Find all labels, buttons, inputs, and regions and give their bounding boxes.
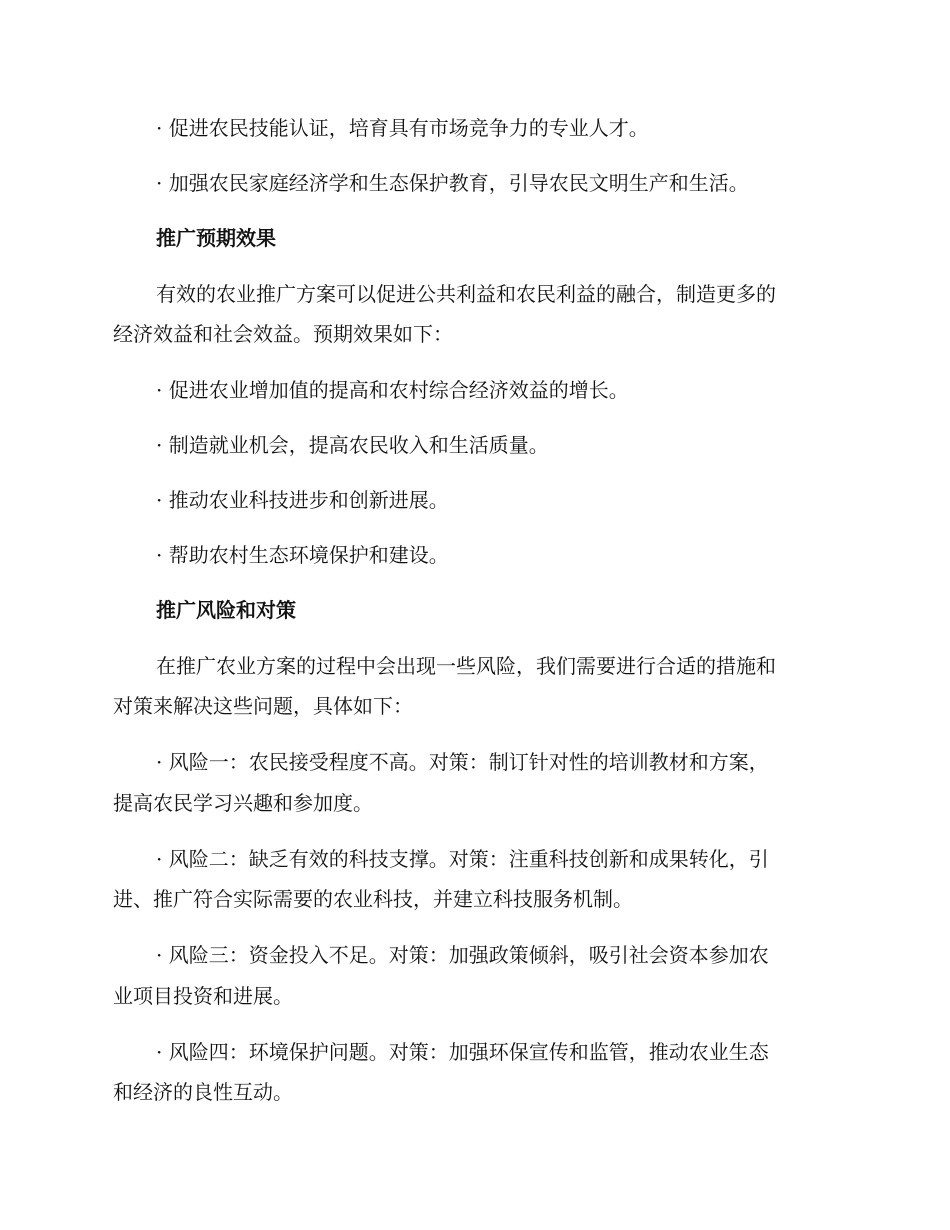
risk-three-line-1: · 风险三：资金投入不足。对策：加强政策倾斜，吸引社会资本参加农 (156, 943, 769, 967)
risk-two-line-1: · 风险二：缺乏有效的科技支撑。对策：注重科技创新和成果转化，引 (156, 847, 769, 871)
bullet-skill-certification: · 促进农民技能认证，培育具有市场竞争力的专业人才。 (156, 116, 649, 140)
bullet-family-economics-education: · 加强农民家庭经济学和生态保护教育，引导农民文明生产和生活。 (156, 171, 749, 195)
risk-three-line-2: 业项目投资和进展。 (113, 984, 293, 1008)
heading-risks-and-countermeasures: 推广风险和对策 (156, 598, 296, 622)
heading-expected-effects: 推广预期效果 (156, 226, 276, 250)
paragraph-risks-line-1: 在推广农业方案的过程中会出现一些风险，我们需要进行合适的措施和 (156, 654, 776, 678)
bullet-effect-value-added: · 促进农业增加值的提高和农村综合经济效益的增长。 (156, 378, 629, 402)
risk-one-line-1: · 风险一：农民接受程度不高。对策：制订针对性的培训教材和方案， (156, 750, 769, 774)
risk-two-line-2: 进、推广符合实际需要的农业科技，并建立科技服务机制。 (113, 887, 633, 911)
risk-one-line-2: 提高农民学习兴趣和参加度。 (113, 791, 373, 815)
risk-four-line-1: · 风险四：环境保护问题。对策：加强环保宣传和监管，推动农业生态 (156, 1040, 769, 1064)
paragraph-risks-line-2: 对策来解决这些问题，具体如下： (113, 694, 413, 718)
paragraph-effects-line-2: 经济效益和社会效益。预期效果如下： (113, 322, 453, 346)
risk-four-line-2: 和经济的良性互动。 (113, 1080, 293, 1104)
bullet-effect-ecology: · 帮助农村生态环境保护和建设。 (156, 543, 449, 567)
bullet-effect-tech-progress: · 推动农业科技进步和创新进展。 (156, 488, 449, 512)
bullet-effect-employment: · 制造就业机会，提高农民收入和生活质量。 (156, 433, 549, 457)
paragraph-effects-line-1: 有效的农业推广方案可以促进公共利益和农民利益的融合，制造更多的 (156, 282, 776, 306)
